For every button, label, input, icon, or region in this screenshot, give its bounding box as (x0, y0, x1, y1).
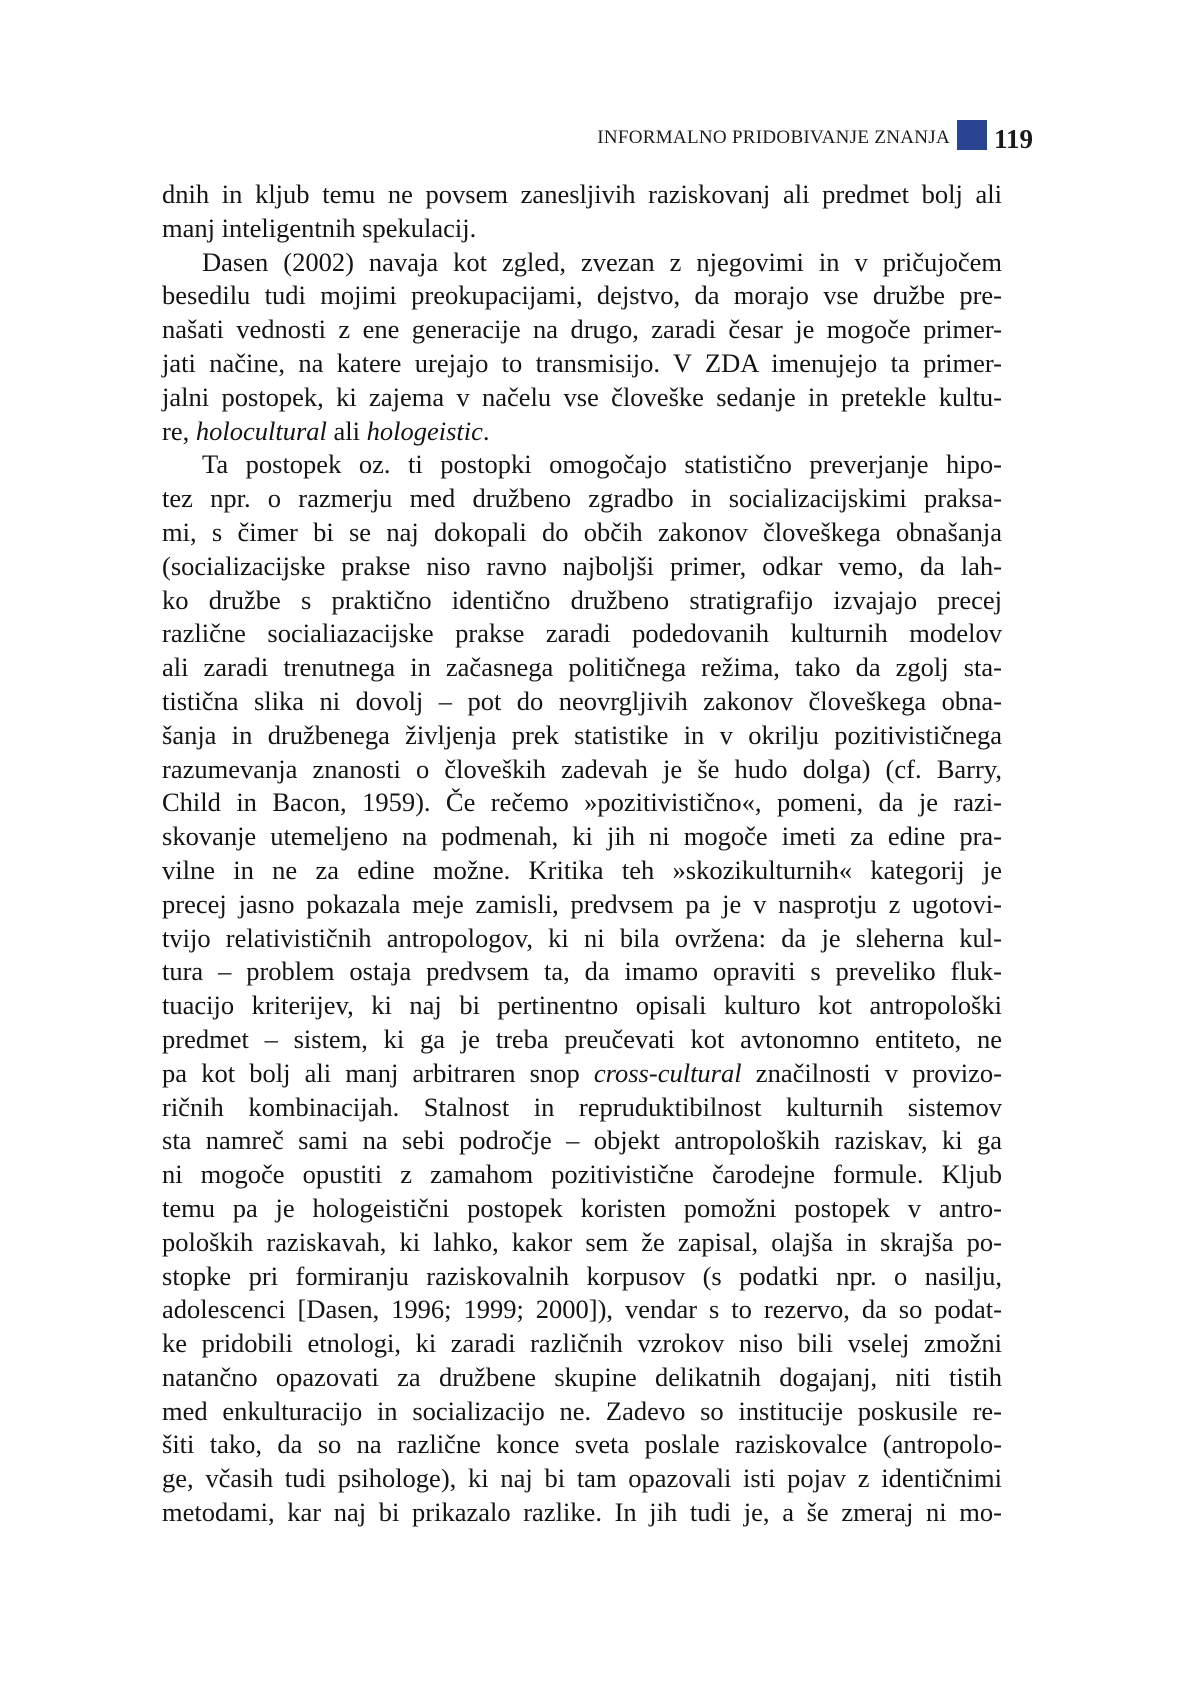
text-line: tuacijo kriterijev, ki naj bi pertinentno opisali kulturo kot antropološki (162, 990, 1002, 1021)
page-number: 119 (994, 124, 1034, 154)
text-line: (socializacijske prakse niso ravno najboljši primer, odkar vemo, da lah- (162, 550, 1002, 581)
text-line (162, 415, 1002, 449)
text-line (162, 1057, 1002, 1091)
text-line: metodami, kar naj bi prikazalo razlike. In jih tudi je, a še zmeraj ni mo- (162, 1497, 1002, 1528)
text-line: ko družbe s praktično identično družbeno stratigrafijo izvajajo precej (162, 584, 1002, 615)
text-line: stopke pri formiranju raziskovalnih korpusov (s podatki npr. o nasilju, (162, 1260, 1002, 1291)
text-line: predmet – sistem, ki ga je treba preučevati kot avtonomno entiteto, ne (162, 1023, 1002, 1054)
running-head-title: INFORMALNO PRIDOBIVANJE ZNANJA (597, 127, 950, 148)
text-line: tistična slika ni dovolj – pot do neovrgljivih zakonov človeškega obna- (162, 685, 1002, 716)
text-line: ni mogoče opustiti z zamahom pozitivistične čarodejne formule. Kljub (162, 1159, 1002, 1190)
text-line: mi, s čimer bi se naj dokopali do občih zakonov človeškega obnašanja (162, 516, 1002, 547)
text-line: dnih in kljub temu ne povsem zanesljivih raziskovanj ali predmet bolj ali (162, 179, 1002, 209)
text-fragment: ali (326, 415, 367, 446)
text-line: manj inteligentnih spekulacij. (162, 212, 477, 243)
text-line: razumevanja znanosti o človeških zadevah je še hudo dolga) (cf. Barry, (162, 753, 1002, 784)
italic-term: cross-cultural (593, 1057, 742, 1088)
text-line: tura – problem ostaja predvsem ta, da imamo opraviti s preveliko fluk- (162, 956, 1002, 987)
text-fragment: . (482, 415, 490, 446)
text-line: med enkulturacijo in socializacijo ne. Zadevo so institucije poskusile re- (162, 1395, 1002, 1426)
text-line: poloških raziskavah, ki lahko, kakor sem že zapisal, olajša in skrajša po- (162, 1226, 1002, 1257)
body-text (162, 178, 1002, 1530)
italic-term: holocultural (195, 415, 327, 446)
text-fragment: značilnosti v provizo- (741, 1057, 1002, 1088)
text-line: šanja in družbenega življenja prek statistike in v okrilju pozitivističnega (162, 719, 1002, 750)
text-fragment: pa kot bolj ali manj arbitraren snop (162, 1057, 594, 1088)
text-line: ali zaradi trenutnega in začasnega političnega režima, tako da zgolj sta- (162, 652, 1002, 683)
text-line: Ta postopek oz. ti postopki omogočajo statistično preverjanje hipo- (202, 449, 1002, 480)
text-line: ričnih kombinacijah. Stalnost in repruduktibilnost kulturnih sistemov (162, 1091, 1002, 1122)
text-line: precej jasno pokazala meje zamisli, predvsem pa je v nasprotju z ugotovi- (162, 888, 1002, 919)
text-line: adolescenci [Dasen, 1996; 1999; 2000]), vendar s to rezervo, da so podat- (162, 1294, 1002, 1325)
text-line: šiti tako, da so na različne konce sveta poslale raziskovalce (antropolo- (162, 1429, 1002, 1460)
text-line: tez npr. o razmerju med družbeno zgradbo in socializacijskimi praksa- (162, 483, 1002, 514)
italic-term: hologeistic (366, 415, 483, 446)
text-line: različne socialiazacijske prakse zaradi podedovanih kulturnih modelov (162, 618, 1002, 649)
text-line: besedilu tudi mojimi preokupacijami, dejstvo, da morajo vse družbe pre- (162, 280, 1002, 311)
text-line: našati vednosti z ene generacije na drugo, zaradi česar je mogoče primer- (162, 314, 1002, 345)
text-line: ke pridobili etnologi, ki zaradi različnih vzrokov niso bili vselej zmožni (162, 1328, 1002, 1359)
text-line: temu pa je hologeistični postopek koristen pomožni postopek v antro- (162, 1192, 1002, 1223)
text-line: tvijo relativističnih antropologov, ki ni bila ovržena: da je sleherna kul- (162, 922, 1002, 953)
running-head-square-icon (957, 120, 987, 150)
text-line: jati načine, na katere urejajo to transmisijo. V ZDA imenujejo ta primer- (162, 347, 1002, 378)
text-line: sta namreč sami na sebi področje – objekt antropoloških raziskav, ki ga (162, 1125, 1002, 1156)
text-line: skovanje utemeljeno na podmenah, ki jih ni mogoče imeti za edine pra- (162, 821, 1002, 852)
text-line: jalni postopek, ki zajema v načelu vse človeške sedanje in pretekle kultu- (162, 381, 1002, 412)
text-fragment: re, (162, 415, 196, 446)
text-line: Dasen (2002) navaja kot zgled, zvezan z njegovimi in v pričujočem (202, 246, 1002, 277)
text-line: natančno opazovati za družbene skupine delikatnih dogajanj, niti tistih (162, 1361, 1002, 1392)
text-line: Child in Bacon, 1959). Če rečemo »pozitivistično«, pomeni, da je razi- (162, 787, 1002, 818)
text-line: ge, včasih tudi psihologe), ki naj bi tam opazovali isti pojav z identičnimi (162, 1463, 1002, 1494)
text-line: vilne in ne za edine možne. Kritika teh »skozikulturnih« kategorij je (162, 854, 1002, 885)
